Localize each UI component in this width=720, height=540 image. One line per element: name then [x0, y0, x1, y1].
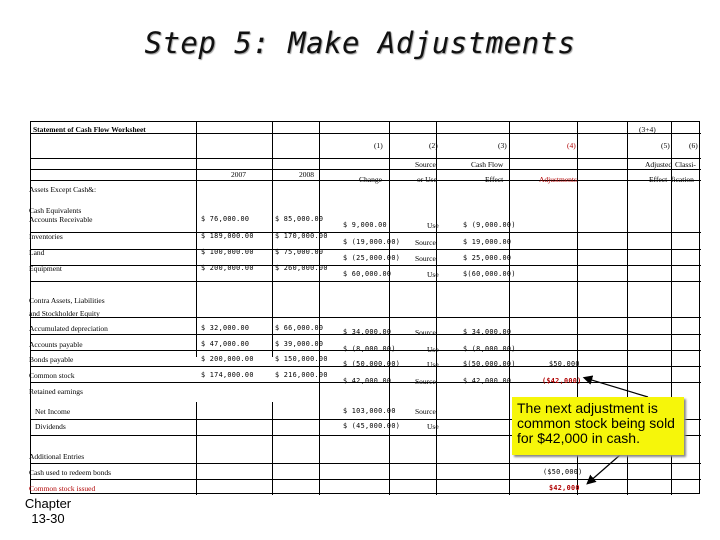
cell-effect: $ 42,000.00 [463, 377, 512, 385]
cell-2008: $ 150,000.00 [275, 355, 328, 363]
cell-source-use: Use [427, 360, 439, 369]
col-label-1: (1) [374, 141, 383, 150]
cell-change: $ 103,000.00 [343, 407, 396, 415]
cell-effect: $(60,000.00) [463, 270, 516, 278]
cell-2008: $ 39,000.00 [275, 340, 324, 348]
col-label-5: (5) [661, 141, 670, 150]
cell-2008: $ 85,000.00 [275, 215, 324, 223]
section-additional-entries: Additional Entries [29, 452, 85, 461]
cell-effect: $ 25,000.00 [463, 254, 512, 262]
cell-change: $ 60,000.00 [343, 270, 392, 278]
header-effect: Effect [485, 175, 504, 184]
col-label-3plus4: (3+4) [639, 125, 656, 134]
col-label-3: (3) [498, 141, 507, 150]
cell-effect: $(50,000.00) [463, 360, 516, 368]
row-label: Cash used to redeem bonds [29, 468, 112, 477]
cell-2007: $ 200,000.00 [201, 355, 254, 363]
col-label-4: (4) [567, 141, 576, 150]
cell-2007: $ 200,000.00 [201, 264, 254, 272]
row-label: Net Income [35, 407, 71, 416]
cell-source-use: Source [415, 407, 436, 416]
header-2007: 2007 [231, 170, 246, 179]
cell-source-use: Use [427, 422, 439, 431]
header-classi: Classi- [675, 160, 696, 169]
row-label: Accumulated depreciation [29, 324, 108, 333]
cell-effect: $ (8,000.00) [463, 345, 516, 353]
row-label: Common stock [29, 371, 75, 380]
cell-source-use: Source [415, 377, 436, 386]
cell-change: $ (50,000.00) [343, 360, 401, 368]
cell-change: $ 34,000.00 [343, 328, 392, 336]
header-adjusted-effect: Effect [649, 175, 668, 184]
cell-adjustment-highlight: ($42,000) [542, 377, 582, 385]
chapter-title: Chapter [24, 496, 72, 511]
cell-source-use: Use [427, 270, 439, 279]
header-fication: fication [671, 175, 694, 184]
page-title: Step 5: Make Adjustments [144, 26, 576, 60]
cell-change: $ (45,000.00) [343, 422, 401, 430]
cell-2007: $ 100,000.00 [201, 248, 254, 256]
header-or-use: or Use [417, 175, 437, 184]
header-adjustments: Adjustments [539, 175, 577, 184]
cell-2007: $ 174,000.00 [201, 371, 254, 379]
cell-2007: $ 32,000.00 [201, 324, 250, 332]
header-source: Source [415, 160, 436, 169]
cell-source-use: Source [415, 254, 436, 263]
cell-change: $ (25,000.00) [343, 254, 401, 262]
cell-source-use: Use [427, 345, 439, 354]
cell-2008: $ 216,000.00 [275, 371, 328, 379]
row-label: Equipment [29, 264, 62, 273]
worksheet-heading: Statement of Cash Flow Worksheet [33, 125, 146, 134]
arrow-to-common-stock-adjustment [585, 378, 648, 397]
arrow-to-common-stock-issued [588, 455, 620, 483]
cell-change: $ (8,000.00) [343, 345, 396, 353]
cell-change: $ 42,000.00 [343, 377, 392, 385]
chapter-label [18, 496, 78, 526]
cell-effect: $ (9,000.00) [463, 221, 516, 229]
cell-adjustment: $50,000 [549, 360, 580, 368]
col-label-6: (6) [689, 141, 698, 150]
cell-source-use: Source [415, 328, 436, 337]
row-label: Accounts Receivable [29, 215, 93, 224]
col-label-2: (2) [429, 141, 438, 150]
row-label: Bonds payable [29, 355, 74, 364]
cell-2008: $ 66,000.00 [275, 324, 324, 332]
row-label: Dividends [35, 422, 66, 431]
cell-adjustment-highlight: $42,000 [549, 484, 580, 492]
section-contra-assets: Contra Assets, Liabilities [29, 296, 105, 305]
cell-2007: $ 47,000.00 [201, 340, 250, 348]
cell-change: $ 9,000.00 [343, 221, 387, 229]
row-label: Inventories [29, 232, 63, 241]
cell-2008: $ 260,000.00 [275, 264, 328, 272]
cell-adjustment: ($50,000) [543, 468, 583, 476]
chapter-page: 13-30 [31, 511, 65, 526]
row-label: Accounts payable [29, 340, 83, 349]
row-label-highlight: Common stock issued [29, 484, 96, 493]
cell-2008: $ 170,000.00 [275, 232, 328, 240]
cell-2007: $ 189,000.00 [201, 232, 254, 240]
section-assets: Assets Except Cash&: [29, 185, 97, 194]
row-label: Land [29, 248, 45, 257]
cell-source-use: Use [427, 221, 439, 230]
section-retained-earnings: Retained earnings [29, 387, 83, 396]
header-2008: 2008 [299, 170, 314, 179]
cell-change: $ (19,000.00) [343, 238, 401, 246]
header-adjusted: Adjusted [645, 160, 673, 169]
cell-effect: $ 34,000.00 [463, 328, 512, 336]
cell-effect: $ 19,000.00 [463, 238, 512, 246]
cell-2007: $ 76,000.00 [201, 215, 250, 223]
cell-2008: $ 75,000.00 [275, 248, 324, 256]
header-change: Change [359, 175, 382, 184]
section-equity: and Stockholder Equity [29, 309, 100, 318]
callout-note: The next adjustment is common stock being sold for $42,000 in cash. [512, 397, 684, 455]
section-cash-equivalents: Cash Equivalents [29, 206, 82, 215]
header-cash-flow: Cash Flow [471, 160, 504, 169]
cell-source-use: Source [415, 238, 436, 247]
